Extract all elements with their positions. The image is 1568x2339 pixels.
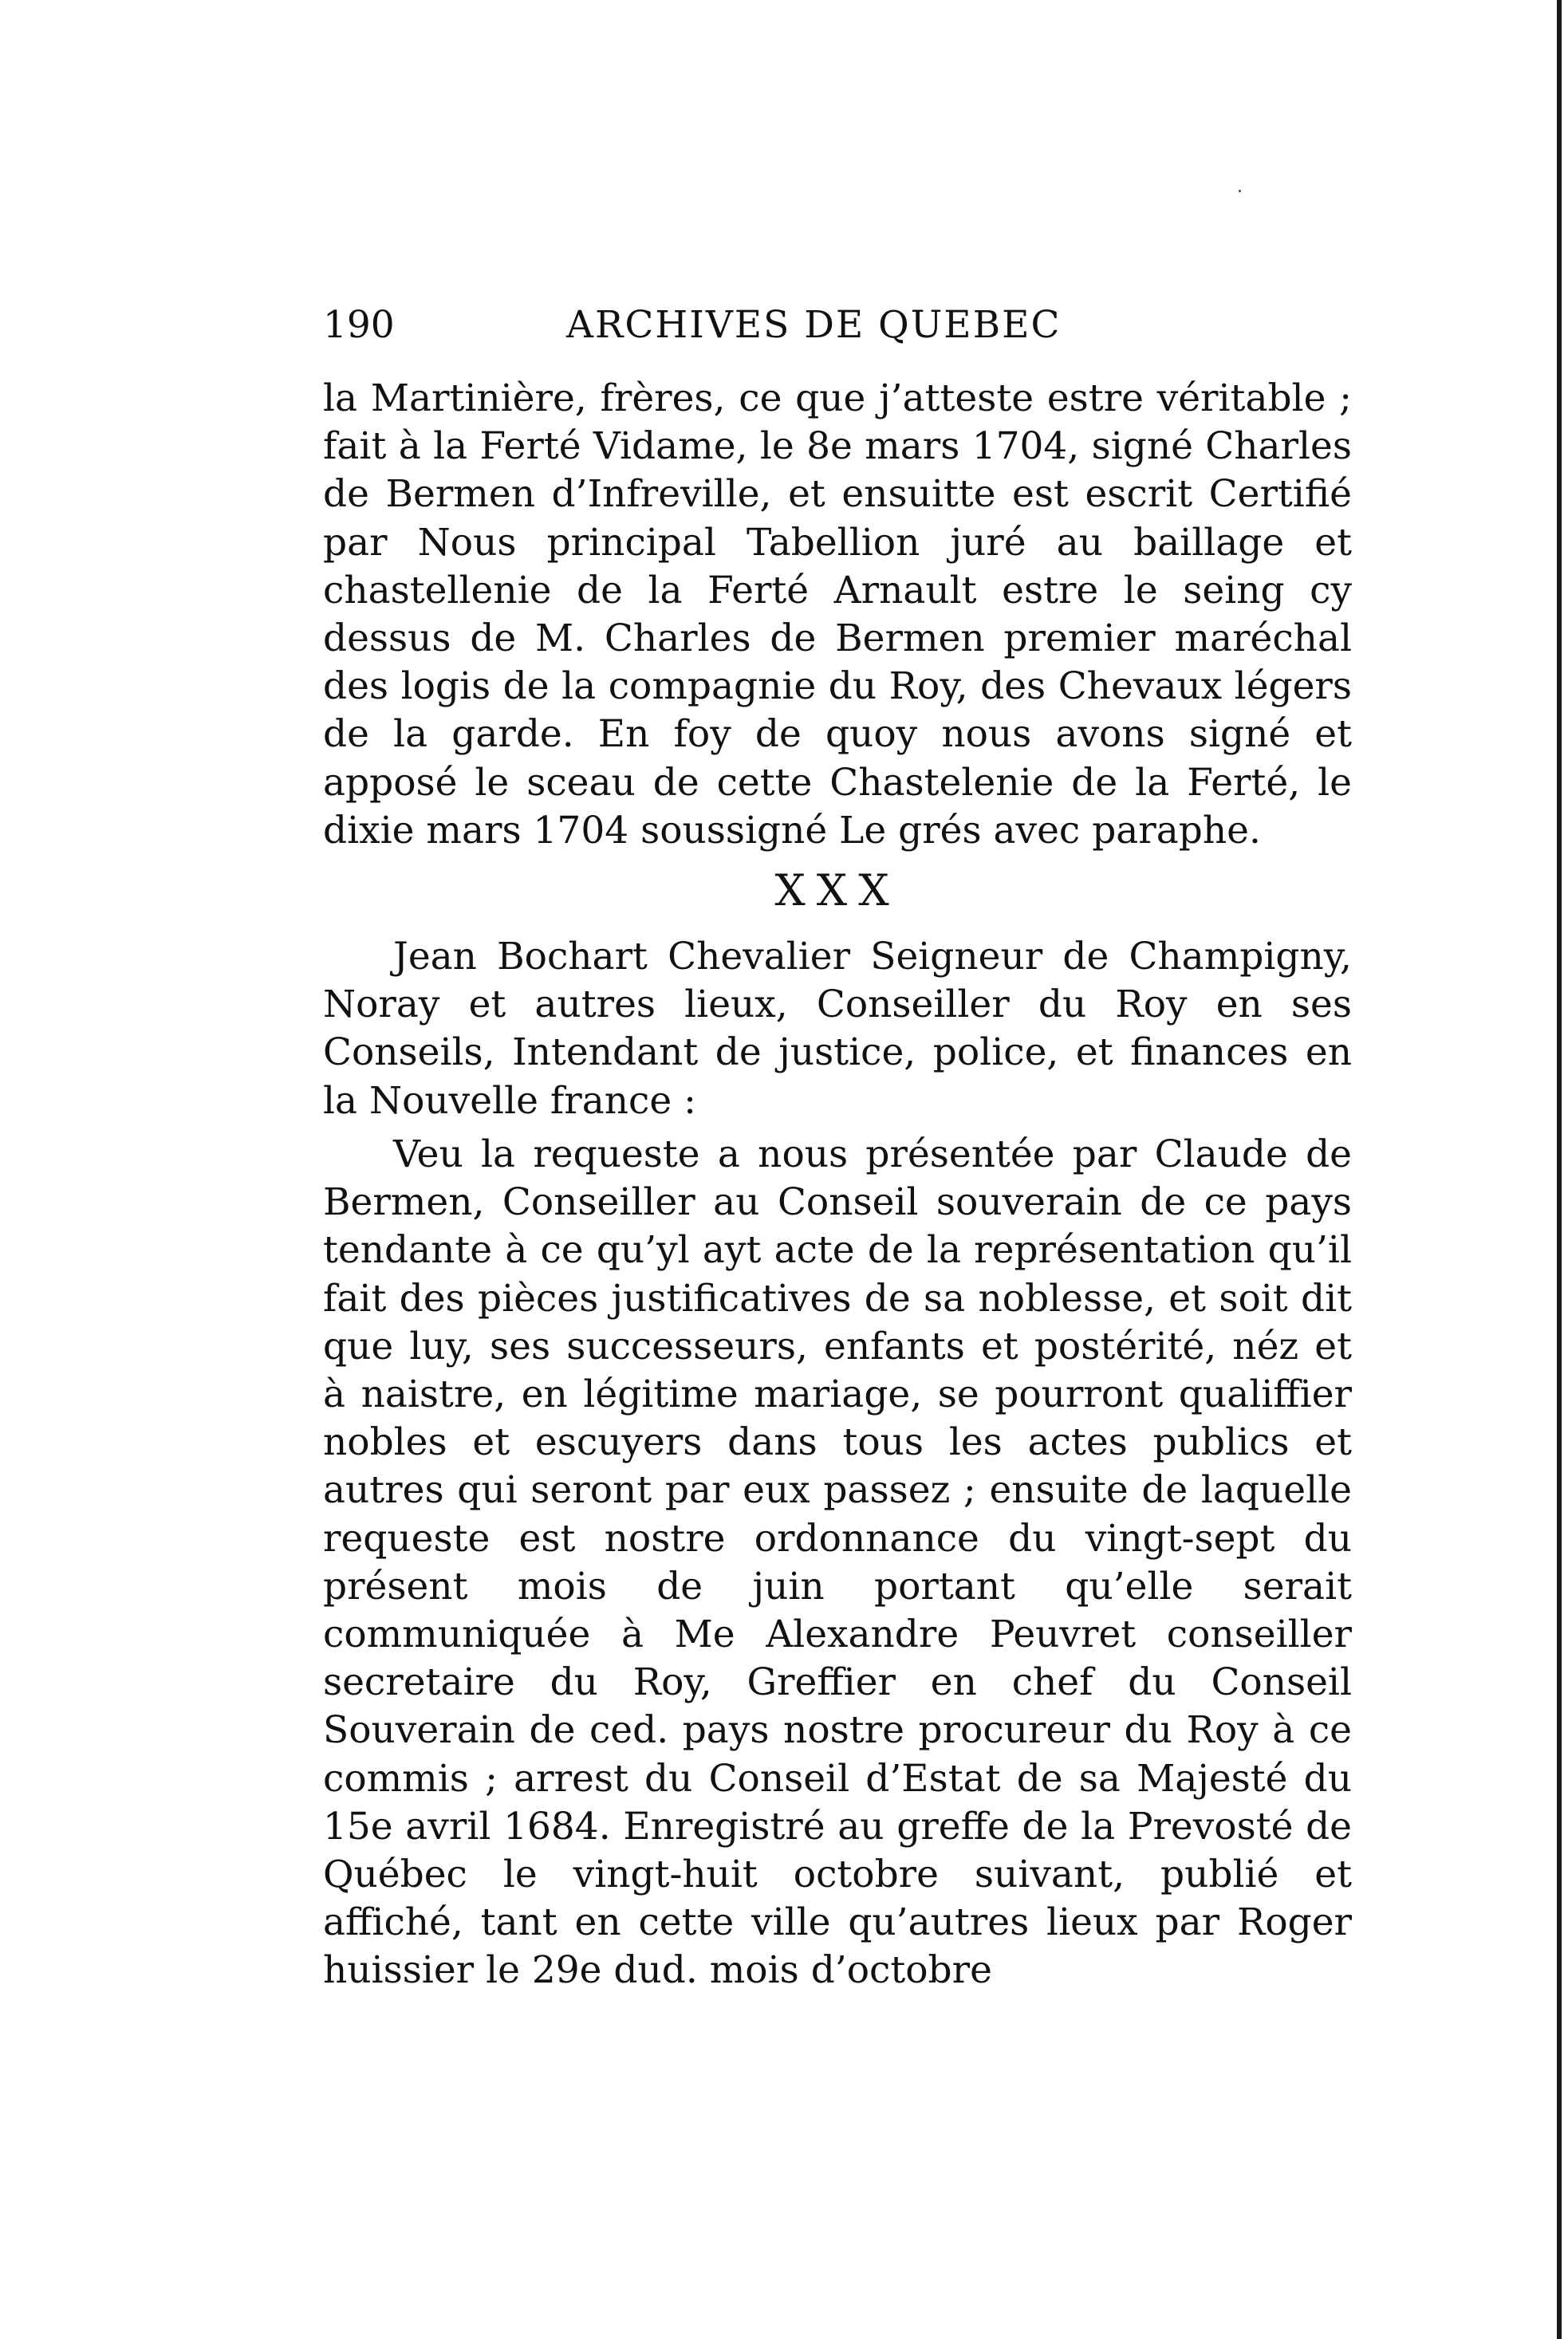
continuation-paragraph: la Martinière, frères, ce que j’atteste estre véritable ; fait à la Ferté Vidame, le 8e mars 1704, signé Charles de Bermen d’Infreville, et ensuitte est escrit Certifié par Nous principal Tabellion juré au baillage et chastellenie de la Ferté Arnault estre le seing cy dessus de M. Charles de Bermen premier maréchal des logis de la compagnie du Roy, des Chevaux légers de la garde. En foy de quoy nous avons signé et apposé le sceau de cette Chastelenie de la Ferté, le dixie mars 1704 soussigné Le grés avec paraphe. — [323, 376, 1352, 853]
running-title: ARCHIVES DE QUEBEC — [566, 303, 1062, 347]
page-edge — [1557, 0, 1562, 2339]
section-heading: XXX — [774, 865, 900, 916]
page-header — [323, 301, 1352, 349]
intitulation-paragraph-block — [323, 933, 1352, 1125]
continuation-paragraph-block — [323, 375, 1352, 855]
page-number: 190 — [323, 303, 395, 347]
paper-speck — [1239, 190, 1241, 192]
intitulation-paragraph: Jean Bochart Chevalier Seigneur de Champigny, Noray et autres lieux, Conseiller du Roy en ses Conseils, Intendant de justice, police, et finances en la Nouvelle france : — [323, 935, 1352, 1123]
main-paragraph: Veu la requeste a nous présentée par Claude de Bermen, Conseiller au Conseil souverain de ce pays tendante à ce qu’yl ayt acte de la représentation qu’il fait des pièces justificatives de sa noblesse, et soit dit que luy, ses successeurs, enfants et postérité, néz et à naistre, en légitime mariage, se pourront qualiffier nobles et escuyers dans tous les actes publics et autres qui seront par eux passez ; ensuite de laquelle requeste est nostre ordonnance du vingt-sept du présent mois de juin portant qu’elle serait communiquée à Me Alexandre Peuvret conseiller secretaire du Roy, Greffier en chef du Conseil Souverain de ced. pays nostre procureur du Roy à ce commis ; arrest du Conseil d’Estat de sa Majesté du 15e avril 1684. Enregistré au greffe de la Prevosté de Québec le vingt-huit octobre suivant, publié et affiché, tant en cette ville qu’autres lieux par Roger huissier le 29e dud. mois d’octobre — [323, 1132, 1352, 1993]
main-paragraph-block — [323, 1131, 1352, 1995]
